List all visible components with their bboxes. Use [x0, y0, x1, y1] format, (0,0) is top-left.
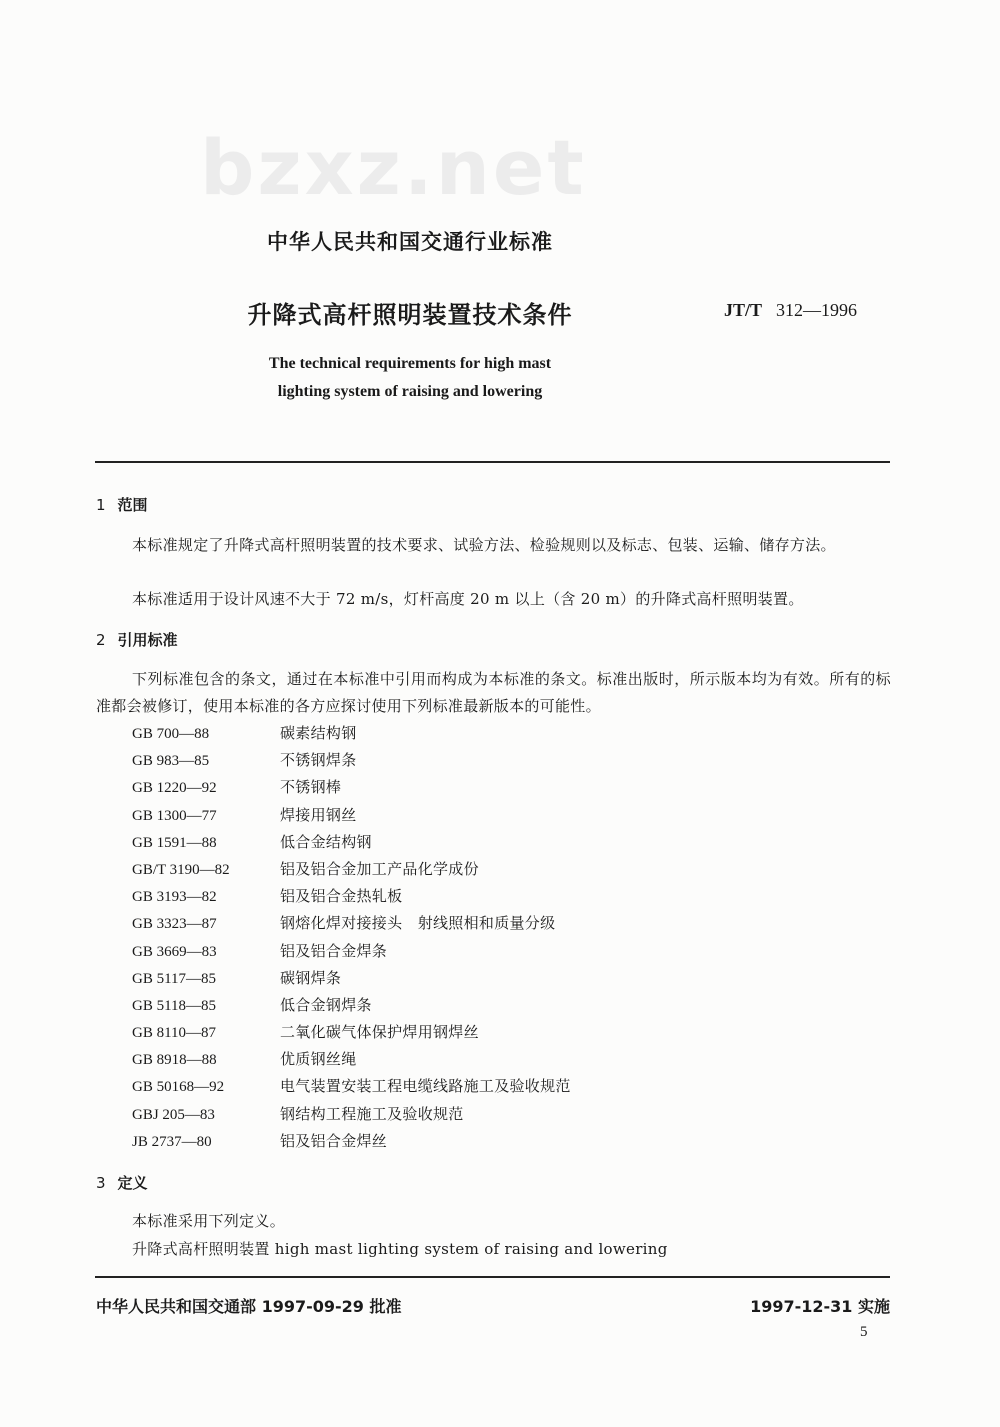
reference-item	[132, 1019, 571, 1046]
reference-list	[132, 720, 571, 1155]
reference-name: 低合金结构钢	[280, 832, 372, 851]
section-1-paragraph-2: 本标准适用于设计风速不大于 72 m/s，灯杆高度 20 m 以上（含 20 m）的升降式高杆照明装置。	[132, 590, 804, 608]
reference-name: 电气装置安装工程电缆线路施工及验收规范	[280, 1077, 571, 1096]
reference-code: GB 1300—77	[132, 807, 217, 824]
reference-name: 不锈钢焊条	[280, 751, 357, 770]
reference-item	[132, 1073, 571, 1100]
reference-name: 低合金钢焊条	[280, 995, 372, 1014]
section-3-title: 定义	[117, 1174, 148, 1192]
reference-name: 铝及铝合金焊条	[280, 941, 388, 960]
reference-code: GB 1591—88	[132, 834, 217, 851]
reference-item	[132, 720, 571, 747]
page-number: 5	[860, 1324, 868, 1340]
reference-item	[132, 883, 571, 910]
effective-date: 1997-12-31 实施	[750, 1297, 890, 1316]
reference-item	[132, 1101, 571, 1128]
reference-code: GBJ 205—83	[132, 1106, 215, 1123]
reference-code: GB 700—88	[132, 726, 210, 742]
reference-name: 不锈钢棒	[280, 778, 342, 797]
reference-code: GB 3323—87	[132, 916, 217, 933]
reference-code: GB 1220—92	[132, 780, 217, 797]
reference-code: GB 3669—83	[132, 943, 217, 960]
reference-code: GB 5117—85	[132, 970, 217, 987]
section-1-heading	[96, 494, 148, 515]
section-2-number: 2	[96, 631, 106, 649]
section-2-title: 引用标准	[117, 631, 178, 649]
section-2-paragraph: 下列标准包含的条文，通过在本标准中引用而构成为本标准的条文。标准出版时，所示版本均为有效。所有的标准都会被修订，使用本标准的各方应探讨使用下列标准最新版本的可能性。	[96, 670, 891, 715]
approval-statement: 中华人民共和国交通部 1997-09-29 批准	[96, 1297, 402, 1316]
section-3-paragraph-2: 升降式高杆照明装置 high mast lighting system of raising and lowering	[132, 1240, 668, 1258]
document-title-cn: 升降式高杆照明装置技术条件	[247, 301, 573, 329]
reference-name: 钢结构工程施工及验收规范	[280, 1104, 464, 1123]
section-1-title: 范围	[117, 496, 148, 514]
reference-item	[132, 938, 571, 965]
reference-code: GB 50168—92	[132, 1079, 225, 1096]
reference-name: 碳钢焊条	[280, 968, 342, 987]
reference-item	[132, 965, 571, 992]
reference-item	[132, 1128, 571, 1155]
standard-type-heading: 中华人民共和国交通行业标准	[267, 230, 553, 254]
reference-item	[132, 992, 571, 1019]
footer-divider	[95, 1276, 890, 1278]
section-3-heading	[96, 1172, 148, 1193]
reference-code: JB 2737—80	[132, 1133, 212, 1150]
section-1-number: 1	[96, 496, 106, 514]
reference-code: GB 8918—88	[132, 1052, 217, 1069]
reference-code: GB 3193—82	[132, 889, 217, 906]
reference-name: 二氧化碳气体保护焊用钢焊丝	[280, 1023, 479, 1042]
standard-code-number: 312—1996	[776, 300, 858, 320]
reference-item	[132, 910, 571, 937]
section-1-paragraph-1: 本标准规定了升降式高杆照明装置的技术要求、试验方法、检验规则以及标志、包装、运输、储存方法。	[132, 536, 836, 554]
reference-code: GB 983—85	[132, 753, 210, 770]
reference-item	[132, 774, 571, 801]
standard-code	[724, 300, 857, 321]
reference-name: 碳素结构钢	[280, 724, 357, 742]
reference-item	[132, 829, 571, 856]
header-divider	[95, 461, 890, 463]
reference-code: GB 8110—87	[132, 1025, 217, 1042]
reference-name: 优质钢丝绳	[280, 1050, 357, 1069]
reference-name: 铝及铝合金焊丝	[280, 1131, 388, 1150]
section-2-heading	[96, 629, 178, 650]
standard-code-prefix: JT/T	[724, 300, 763, 320]
document-title-en	[0, 350, 820, 406]
reference-name: 焊接用钢丝	[280, 805, 357, 824]
title-en-line-1: The technical requirements for high mast	[268, 355, 552, 372]
reference-item	[132, 856, 571, 883]
reference-name: 钢熔化焊对接接头 射线照相和质量分级	[280, 914, 556, 933]
reference-name: 铝及铝合金加工产品化学成份	[280, 859, 479, 878]
title-en-line-2: lighting system of raising and lowering	[277, 383, 543, 400]
reference-item	[132, 1046, 571, 1073]
section-3-number: 3	[96, 1174, 106, 1192]
section-3-paragraph-1: 本标准采用下列定义。	[132, 1212, 286, 1230]
reference-name: 铝及铝合金热轧板	[280, 887, 403, 906]
reference-item	[132, 747, 571, 774]
reference-item	[132, 802, 571, 829]
watermark: bzxz.net	[200, 123, 587, 212]
reference-code: GB 5118—85	[132, 997, 217, 1014]
reference-code: GB/T 3190—82	[132, 861, 230, 878]
